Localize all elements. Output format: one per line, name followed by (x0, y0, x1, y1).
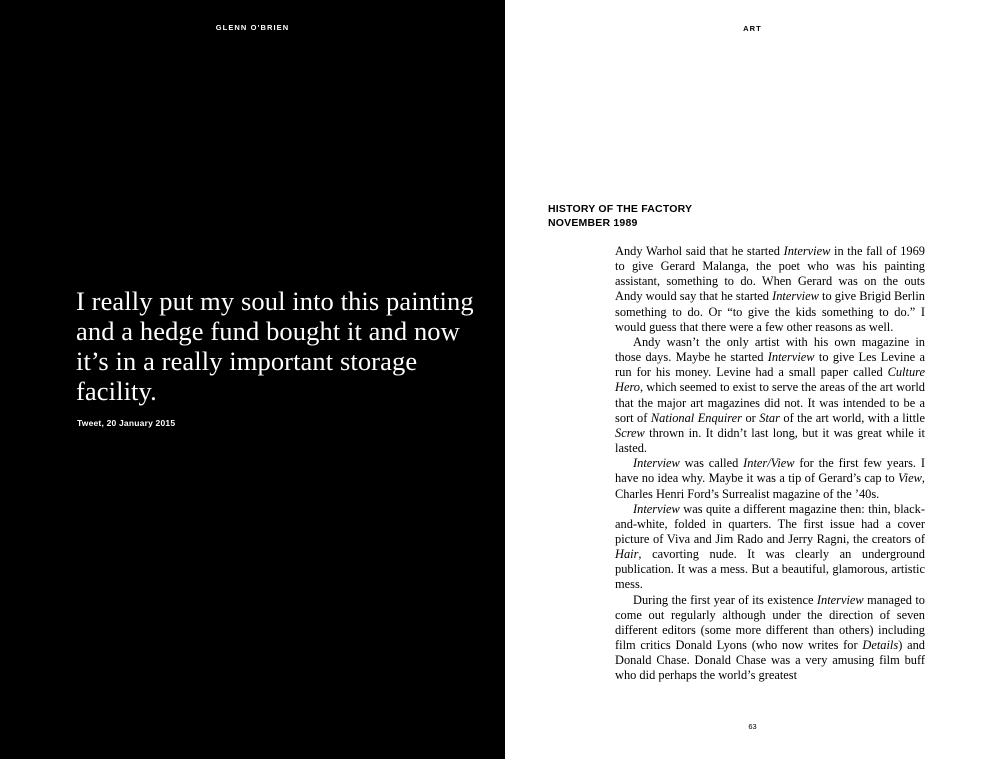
pull-quote-source: Tweet, 20 January 2015 (77, 418, 176, 428)
body-paragraph: During the first year of its existence Interview managed to come out regularly although under the direction of seven different editors (some more different than others) including film critics Donald Lyons (who now writes for Details) and Donald Chase. Donald Chase was a very amusing film buff who did perhaps the world’s greatest (615, 592, 925, 683)
running-head-author: GLENN O'BRIEN (215, 23, 290, 32)
body-paragraph: Andy wasn’t the only artist with his own magazine in those days. Maybe he started Interview to give Les Levine a run for his money. Levine had a small paper called Culture Hero, which seemed to exist to serve the areas of the art world that the major art magazines did not. It was intended to be a sort of National Enquirer or Star of the art world, with a little Screw thrown in. It didn’t last long, but it was great while it lasted. (615, 334, 925, 456)
page-number: 63 (748, 722, 757, 731)
body-paragraph: Interview was quite a different magazine then: thin, black-and-white, folded in quarters. The first issue had a cover picture of Viva and Jim Rado and Jerry Ragni, the creators of Hair, cavorting nude. It was clearly an underground publication. It was a mess. But a beautiful, glamorous, artistic mess. (615, 501, 925, 592)
section-heading-title: HISTORY OF THE FACTORY (548, 203, 693, 215)
pull-quote: I really put my soul into this painting and a hedge fund bought it and now it’s in a really important storage facility. (76, 286, 474, 406)
body-paragraph: Interview was called Inter/View for the first few years. I have no idea why. Maybe it was a tip of Gerard’s cap to View, Charles Henri Ford’s Surrealist magazine of the ’40s. (615, 456, 925, 501)
running-head-section: ART (743, 24, 762, 33)
section-heading (548, 202, 692, 230)
body-paragraph: Andy Warhol said that he started Interview in the fall of 1969 to give Gerard Malanga, the poet who was his painting assistant, something to do. When Gerard was on the outs Andy would say that he started Interview to give Brigid Berlin something to do. Or “to give the kids something to do.” I would guess that there were a few other reasons as well. (615, 244, 926, 334)
body-text-column (615, 244, 925, 684)
section-heading-date: NOVEMBER 1989 (548, 217, 638, 229)
right-page (505, 0, 1000, 759)
